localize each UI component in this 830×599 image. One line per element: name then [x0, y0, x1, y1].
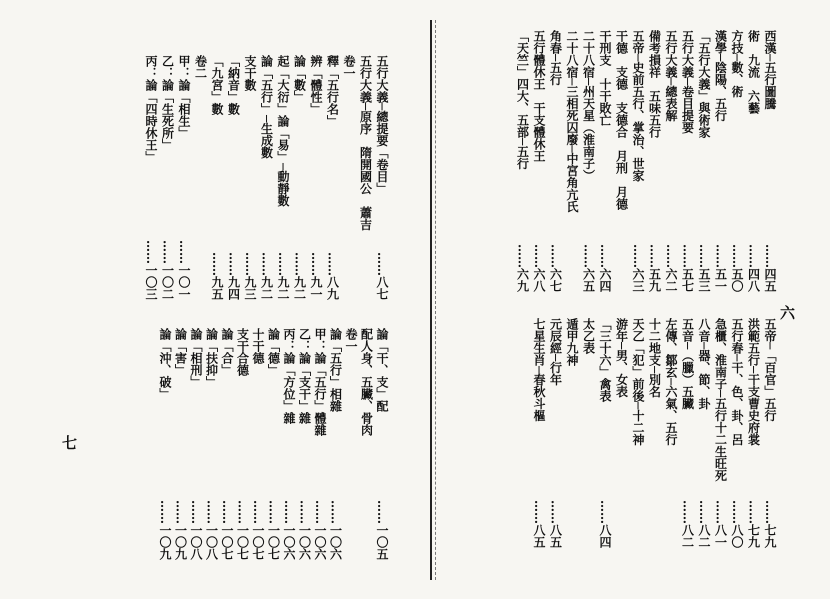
toc-entry-title: 卷一 — [342, 55, 356, 79]
toc-entry-title: 二十八宿─三相死囚廢─中宮角亢氏 — [565, 30, 579, 213]
toc-entry — [375, 55, 389, 300]
toc-entry-page: ……一〇七 — [220, 500, 234, 560]
toc-entry — [582, 30, 596, 292]
toc-entry-title: 論「沖、破」 — [158, 328, 172, 400]
toc-entry-page: ……八五 — [532, 500, 546, 548]
toc-entry-page: ……六七 — [548, 244, 563, 292]
toc-entry — [329, 328, 343, 560]
toc-entry — [243, 55, 257, 300]
toc-entry-page: ……一〇九 — [173, 500, 188, 560]
toc-entry-title: 角春─五行 — [548, 30, 563, 86]
toc-entry — [359, 55, 373, 300]
toc-entry-title: 配人身、五臟、骨肉 — [359, 328, 374, 436]
toc-entry-title: 五行體休王 干支體休王 — [532, 30, 546, 162]
page-gutter — [435, 20, 437, 580]
toc-entry — [532, 30, 546, 292]
toc-entry-page: ……八〇 — [730, 500, 744, 548]
toc-entry — [161, 55, 175, 300]
toc-entry — [293, 55, 307, 300]
toc-entry-title: 五行春─干、色、卦、呂 — [730, 318, 744, 446]
book-spine — [430, 20, 432, 580]
toc-entry-title: 干刑支 十干敗亡 — [598, 30, 612, 126]
toc-entry-title: 釋「五行名」 — [325, 55, 340, 127]
toc-entry-title: 方技─數、術 — [730, 30, 744, 98]
toc-entry — [220, 328, 234, 560]
toc-entry-title: 辨「體性」 — [309, 55, 323, 115]
toc-entry — [747, 30, 761, 292]
toc-entry — [205, 328, 219, 560]
toc-entry — [282, 328, 296, 560]
toc-entry-title: 急櫃、淮南子─五行十二生旺死 — [713, 318, 728, 482]
toc-entry-title: 干德 支德 支德合 月刑 月德 — [614, 30, 629, 210]
toc-entry-title: 天乙「犯」前後─十二神 — [631, 318, 645, 446]
toc-entry-title: 卷一 — [344, 328, 358, 352]
toc-entry-page: ……八一 — [713, 500, 728, 548]
toc-entry — [189, 328, 203, 560]
toc-entry-title: 論「害」 — [173, 328, 188, 376]
toc-entry-title: 論「五行」相雜 — [328, 328, 343, 412]
toc-entry-title: 論「相刑」 — [189, 328, 203, 388]
toc-entry-page: ……六八 — [532, 244, 546, 292]
toc-entry — [730, 30, 744, 292]
toc-entry — [516, 30, 530, 292]
toc-entry — [313, 328, 327, 560]
toc-entry — [565, 318, 579, 548]
toc-entry — [532, 318, 546, 548]
toc-entry — [227, 55, 241, 300]
toc-entry — [174, 328, 188, 560]
toc-entry — [664, 318, 678, 548]
toc-entry-title: 遁甲九神 — [565, 318, 579, 366]
toc-entry-page: ……八九 — [325, 252, 340, 300]
toc-entry-title: 甲：論「相生」 — [177, 55, 191, 139]
toc-entry-page: ……一〇六 — [313, 500, 327, 560]
toc-entry — [714, 30, 728, 292]
toc-entry-title: 丙：論「四時休王」 — [144, 55, 158, 163]
toc-entry-title: 游年─男、女表 — [614, 318, 629, 398]
toc-entry-title: 「五行大義」與術家 — [697, 30, 711, 138]
toc-entry — [360, 328, 374, 560]
toc-entry-title: 「納音」數 — [226, 55, 241, 115]
toc-entry — [236, 328, 250, 560]
toc-entry-page: ……五九 — [647, 244, 662, 292]
toc-entry — [342, 55, 356, 300]
toc-entry-page: ……七九 — [746, 500, 761, 548]
toc-entry-title: 漢學─陰陽、五行 — [713, 30, 728, 122]
toc-entry-page: ……七九 — [763, 500, 777, 548]
toc-entry-title: 洪範五行─干支曹史府裳 — [746, 318, 761, 446]
toc-entry-title: 論「干、支」配 — [375, 328, 389, 412]
toc-entry-title: 備考損祥 五味五行 — [647, 30, 662, 138]
toc-entry — [631, 30, 645, 292]
toc-entry-title: 「天竺」四大、五部─五行 — [515, 30, 530, 170]
toc-entry — [158, 328, 172, 560]
toc-entry — [549, 318, 563, 548]
toc-entry-title: 支干合德 — [235, 328, 250, 376]
toc-entry-page: ……一〇六 — [297, 500, 312, 560]
toc-entry — [763, 30, 777, 292]
toc-entry-title: 論「五行」─生成數 — [259, 55, 274, 159]
toc-entry — [648, 30, 662, 292]
toc-entry-page: ……九四 — [226, 252, 241, 300]
page-number-left: 七 — [62, 434, 78, 452]
toc-entry-title: 起「大衍」論「易」─動靜數 — [276, 55, 290, 207]
toc-entry-page: ……一〇一 — [177, 240, 191, 300]
toc-entry-page: ……一〇九 — [158, 500, 172, 560]
toc-entry-page: ……九三 — [243, 252, 257, 300]
page-number-right: 六 — [780, 304, 796, 322]
toc-entry-page: ……八五 — [548, 500, 563, 548]
toc-entry — [730, 318, 744, 548]
toc-entry — [763, 318, 777, 548]
toc-entry — [747, 318, 761, 548]
toc-entry-page: ……一〇八 — [204, 500, 219, 560]
toc-entry — [615, 30, 629, 292]
toc-entry-title: 五行大義─原序 隋開國公 蕭吉 — [358, 55, 373, 231]
toc-entry — [298, 328, 312, 560]
toc-entry-page: ……六三 — [631, 244, 645, 292]
toc-entry-title: 七星生肖─春秋斗樞 — [532, 318, 546, 422]
toc-entry — [681, 318, 695, 548]
toc-entry-page: ……八二 — [697, 500, 711, 548]
toc-entry-title: 甲：論「五行」體雜 — [313, 328, 327, 436]
toc-entry — [697, 30, 711, 292]
toc-entry-title: 左傳、鄒玄─六氣、五行 — [664, 318, 678, 446]
toc-entry-title: 五帝─史前五行、掌治、世家 — [631, 30, 645, 182]
toc-entry — [664, 30, 678, 292]
toc-entry — [598, 318, 612, 548]
toc-entry-page: ……四八 — [746, 244, 761, 292]
toc-entry — [714, 318, 728, 548]
toc-entry-title: 支干數 — [243, 55, 257, 91]
toc-entry-page: ……八四 — [598, 500, 612, 548]
toc-entry-title: 二十八宿─州天星（淮南子） — [581, 30, 596, 182]
toc-entry-page: ……一〇三 — [144, 240, 158, 300]
toc-entry-page: ……九二 — [276, 252, 290, 300]
toc-entry-page: ……五七 — [680, 244, 695, 292]
toc-entry — [210, 55, 224, 300]
toc-entry-page: ……八二 — [680, 500, 695, 548]
toc-entry-page: ……一〇八 — [189, 500, 203, 560]
toc-entry — [598, 30, 612, 292]
toc-entry-page: ……五一 — [713, 244, 728, 292]
toc-entry — [260, 55, 274, 300]
toc-entry-title: 太乙表 — [581, 318, 596, 354]
toc-entry — [565, 30, 579, 292]
toc-entry-title: 丙：論「方位」雜 — [282, 328, 296, 424]
toc-entry — [309, 55, 323, 300]
toc-entry-page: ……五三 — [697, 244, 711, 292]
toc-entry — [144, 55, 158, 300]
toc-entry-page: ……九二 — [259, 252, 274, 300]
toc-entry-title: 論「合」 — [220, 328, 234, 376]
toc-entry-page: ……六四 — [598, 244, 612, 292]
toc-entry-page: ……一〇二 — [160, 240, 175, 300]
toc-entry — [681, 30, 695, 292]
toc-entry-title: 五行大義─總提要「卷目」 — [375, 55, 389, 195]
toc-entry-title: 西漢─五行圖騰 — [763, 30, 777, 110]
toc-entry-title: 五行大義─總表解 — [664, 30, 678, 122]
toc-entry-title: 「三十六」禽表 — [598, 318, 612, 402]
toc-entry-page: ……六二 — [664, 244, 678, 292]
toc-entry-title: 論「德」 — [266, 328, 281, 376]
toc-entry-page: ……四五 — [763, 244, 777, 292]
toc-entry — [326, 55, 340, 300]
toc-entry — [615, 318, 629, 548]
toc-entry-title: 五行大義─卷目提要 — [680, 30, 695, 134]
toc-entry-page: ……五〇 — [730, 244, 744, 292]
toc-entry — [344, 328, 358, 560]
toc-entry-title: 元辰經─行年 — [548, 318, 563, 386]
toc-entry-page: ……九一 — [309, 252, 323, 300]
toc-entry-page: ……一〇五 — [375, 500, 389, 560]
toc-entry-page: ……一〇七 — [251, 500, 265, 560]
toc-entry-title: 五音─（臘）五臟 — [680, 318, 695, 410]
toc-entry — [549, 30, 563, 292]
toc-entry-title: 「九宮」數 — [210, 55, 224, 115]
toc-entry — [194, 55, 208, 300]
toc-entry — [582, 318, 596, 548]
toc-entry-title: 八音─器、節、卦 — [697, 318, 711, 410]
toc-entry-page: ……九五 — [210, 252, 224, 300]
toc-entry-title: 論「扶抑」 — [204, 328, 219, 388]
toc-entry-title: 十二地支─別名 — [647, 318, 662, 398]
toc-entry-page: ……六五 — [581, 244, 596, 292]
toc-entry — [251, 328, 265, 560]
toc-entry-page: ……一〇六 — [282, 500, 296, 560]
toc-entry — [276, 55, 290, 300]
toc-entry-title: 術 九流 六藝 — [746, 30, 761, 114]
toc-entry-page: ……六九 — [515, 244, 530, 292]
toc-entry-page: ……八七 — [375, 252, 389, 300]
toc-entry-page: ……一〇六 — [328, 500, 343, 560]
toc-entry-title: 十干德 — [251, 328, 265, 364]
toc-entry — [177, 55, 191, 300]
toc-entry-page: ……一〇七 — [235, 500, 250, 560]
toc-entry — [375, 328, 389, 560]
toc-entry-page: ……一〇七 — [266, 500, 281, 560]
toc-entry — [267, 328, 281, 560]
toc-entry-title: 五帝─「百官」五行 — [763, 318, 777, 422]
toc-entry-page: ……九二 — [292, 252, 307, 300]
toc-entry — [631, 318, 645, 548]
toc-entry-title: 乙：論「生死所」 — [160, 55, 175, 151]
toc-entry-title: 論「數」 — [292, 55, 307, 103]
toc-entry — [697, 318, 711, 548]
toc-entry — [648, 318, 662, 548]
toc-entry-title: 乙：論「支干」雜 — [297, 328, 312, 424]
toc-entry-title: 卷二 — [193, 55, 208, 79]
